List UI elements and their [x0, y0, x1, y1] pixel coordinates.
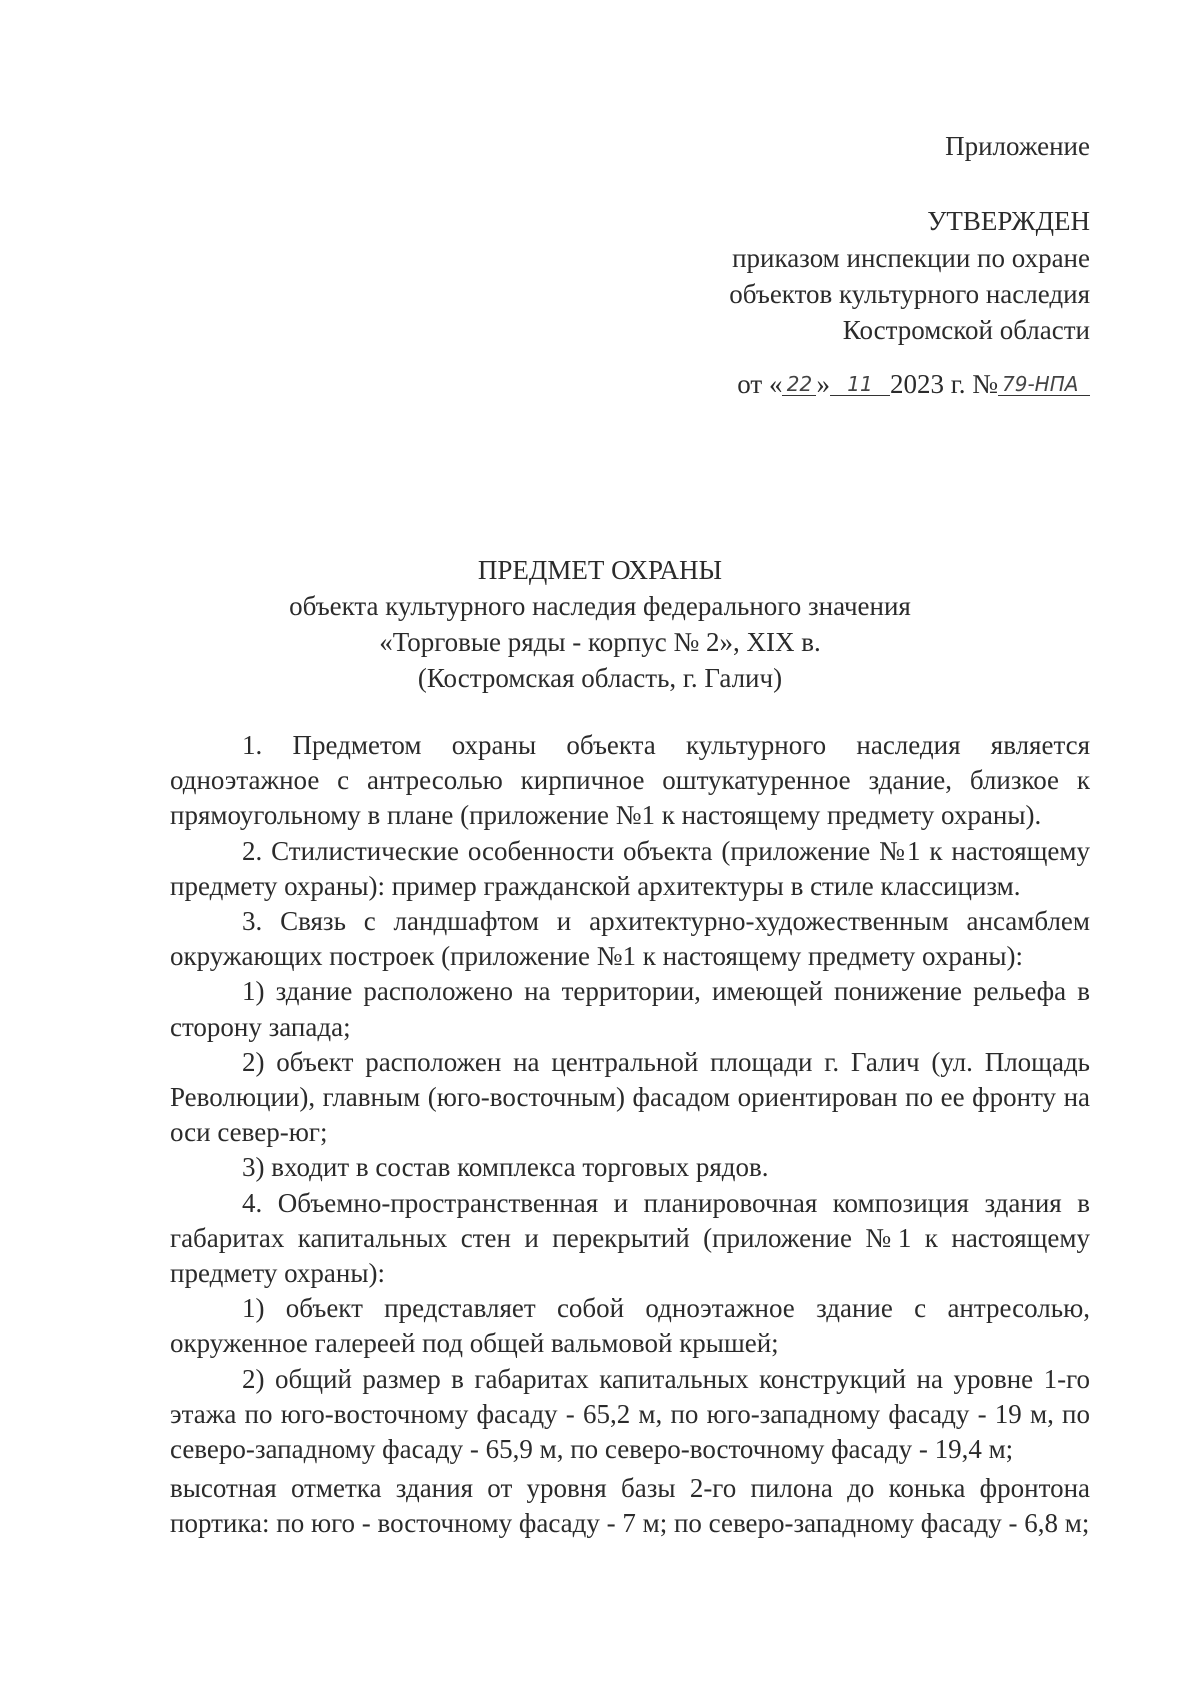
approval-line-3: Костромской области: [842, 315, 1090, 345]
paragraph: 1. Предметом охраны объекта культурного наследия является одноэтажное с антресолью кирпичное оштукатуренное здание, близкое к прямоугольному в плане (приложение №1 к настоящему предмету охраны).: [170, 730, 1090, 831]
approved-label: УТВЕРЖДЕН: [927, 206, 1090, 236]
paragraph: 1) объект представляет собой одноэтажное здание с антресолью, окруженное галереей под общей вальмовой крышей;: [170, 1293, 1090, 1359]
appendix-label: Приложение: [945, 131, 1090, 161]
handwritten-order-number: 79-НПА: [998, 373, 1090, 396]
subtitle-line-2: «Торговые ряды - корпус № 2», XIX в.: [379, 627, 821, 657]
paragraph: 3. Связь с ландшафтом и архитектурно-художественным ансамблем окружающих построек (приложение №1 к настоящему предмету охраны):: [170, 906, 1090, 972]
date-mid: »: [816, 369, 830, 399]
document-body: [170, 728, 1090, 1542]
paragraph: 2) общий размер в габаритах капитальных конструкций на уровне 1-го этажа по юго-восточному фасаду - 65,2 м, по юго-западному фасаду - 19 м, по северо-западному фасаду - 65,9 м, по северо-восточному фасаду - 19,4 м;: [170, 1363, 1090, 1465]
approval-authority: [729, 240, 1090, 348]
handwritten-day: 22: [782, 373, 816, 396]
order-date-line: [737, 366, 1090, 402]
paragraph: высотная отметка здания от уровня базы 2-го пилона до конька фронтона портика: по юго - восточному фасаду - 7 м; по северо-западному фасаду - 6,8 м;: [170, 1473, 1090, 1539]
approval-line-2: объектов культурного наследия: [729, 279, 1090, 309]
subtitle-line-3: (Костромская область, г. Галич): [417, 663, 783, 693]
paragraph: 3) входит в состав комплекса торговых рядов.: [242, 1152, 769, 1183]
subtitle-line-1: объекта культурного наследия федерального значения: [289, 591, 911, 621]
paragraph: 2) объект расположен на центральной площади г. Галич (ул. Площадь Революции), главным (юго-восточным) фасадом ориентирован по ее фронту на оси север-юг;: [170, 1046, 1090, 1148]
approval-line-1: приказом инспекции по охране: [732, 243, 1090, 273]
document-heading: [0, 552, 1200, 696]
document-title: ПРЕДМЕТ ОХРАНЫ: [477, 555, 723, 585]
handwritten-month: 11: [830, 373, 890, 396]
paragraph: 4. Объемно-пространственная и планировочная композиция здания в габаритах капитальных стен и перекрытий (приложение №1 к настоящему предмету охраны):: [170, 1187, 1090, 1289]
paragraph: 2. Стилистические особенности объекта (приложение №1 к настоящему предмету охраны): пример гражданской архитектуры в стиле классицизм.: [170, 835, 1090, 901]
date-prefix: от «: [737, 369, 783, 399]
paragraph: 1) здание расположено на территории, имеющей понижение рельефа в сторону запада;: [170, 976, 1090, 1042]
date-year: 2023 г. №: [889, 369, 998, 399]
